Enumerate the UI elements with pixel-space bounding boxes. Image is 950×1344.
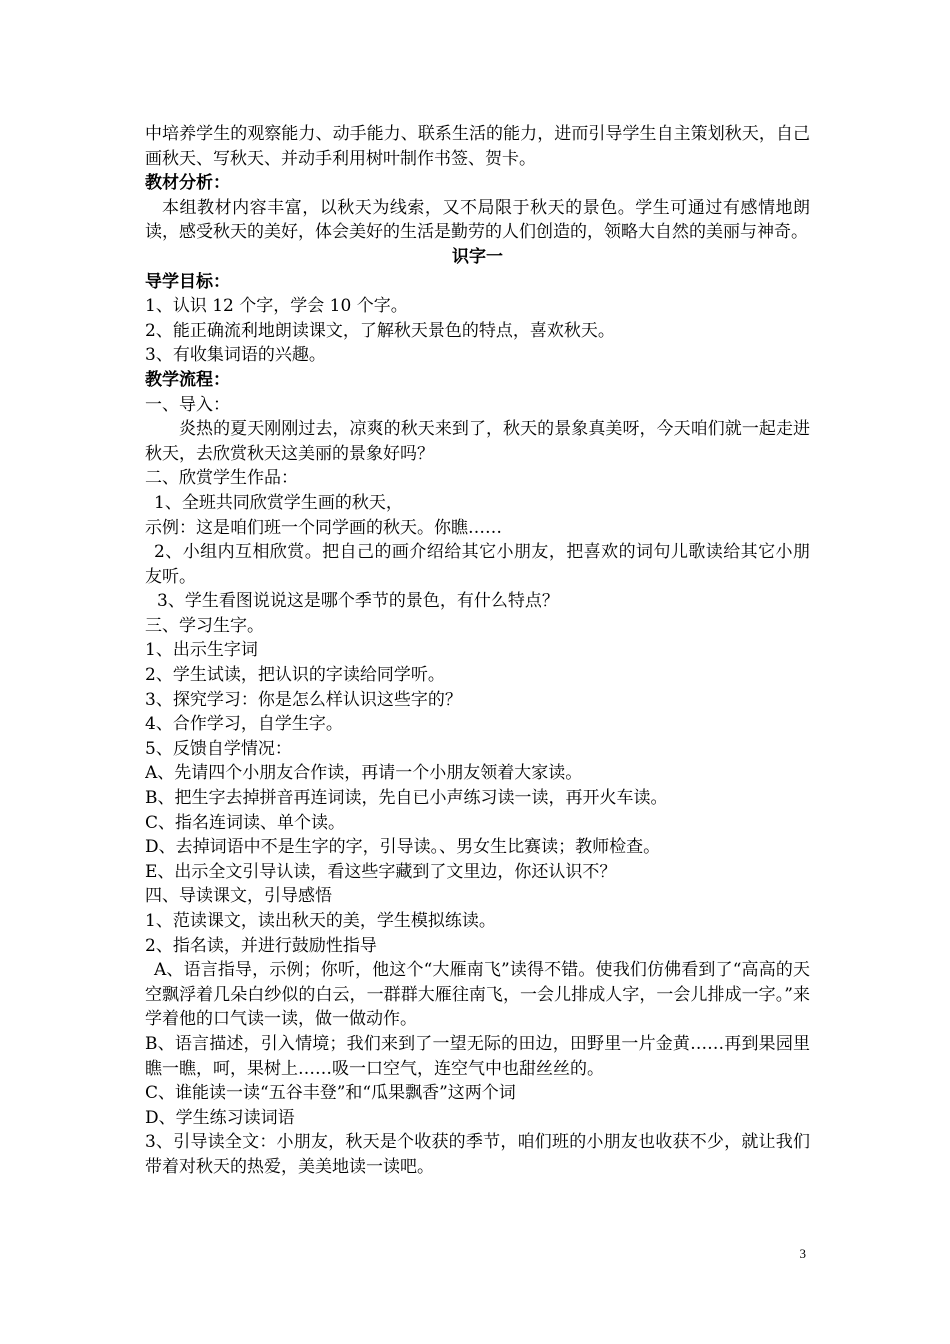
reading-subitem-d: D、学生练习读词语 bbox=[145, 1107, 295, 1128]
analysis-paragraph: 本组教材内容丰富，以秋天为线索，又不局限于秋天的景色。学生可通过有感情地朗读，感受秋天的美好，体会美好的生活是勤劳的人们创造的，领略大自然的美丽与神奇。 bbox=[145, 197, 810, 243]
reading-item: 1、范读课文，读出秋天的美，学生模拟练读。 bbox=[145, 911, 496, 931]
characters-item: D、去掉词语中不是生字的字，引导读。、男女生比赛读；教师检查。 bbox=[145, 837, 661, 858]
characters-item: 3、探究学习：你是怎么样认识这些字的？ bbox=[145, 689, 462, 710]
characters-item: 2、学生试读，把认识的字读给同学听。 bbox=[145, 665, 445, 686]
process-heading: 教学流程： bbox=[145, 369, 230, 390]
characters-item: 4、合作学习，自学生字。 bbox=[145, 714, 343, 735]
characters-item: B、把生字去掉拼音再连词读，先自已小声练习读一读，再开火车读。 bbox=[145, 788, 668, 809]
section-appreciate-title: 二、欣赏学生作品： bbox=[145, 468, 298, 489]
characters-item: 1、出示生字词 bbox=[145, 640, 258, 661]
document-body bbox=[145, 122, 810, 1180]
reading-subitem-c: C、谁能读一读“五谷丰登”和“瓜果飘香”这两个词 bbox=[145, 1083, 516, 1104]
section-reading-title: 四、导读课文，引导感悟 bbox=[145, 886, 332, 907]
page-number: 3 bbox=[799, 1246, 806, 1261]
goals-heading: 导学目标： bbox=[145, 271, 230, 292]
appreciate-example: 示例：这是咱们班一个同学画的秋天。你瞧…… bbox=[145, 517, 502, 538]
intro-paragraph: 中培养学生的观察能力、动手能力、联系生活的能力，进而引导学生自主策划秋天，自己画秋天、写秋天、并动手利用树叶制作书签、贺卡。 bbox=[145, 124, 810, 169]
appreciate-item: 1、全班共同欣赏学生画的秋天， bbox=[154, 492, 403, 513]
characters-item: A、先请四个小朋友合作读，再请一个小朋友领着大家读。 bbox=[145, 763, 583, 784]
reading-item: 2、指名读，并进行鼓励性指导 bbox=[145, 935, 377, 956]
goal-item: 3、有收集词语的兴趣。 bbox=[145, 345, 326, 366]
goal-item: 1、认识 12 个字，学会 10 个字。 bbox=[145, 296, 408, 317]
section-intro-text: 炎热的夏天刚刚过去，凉爽的秋天来到了，秋天的景象真美呀，今天咱们就一起走进秋天，去欣赏秋天这美丽的景象好吗？ bbox=[145, 419, 810, 464]
section-intro-title: 一、导入： bbox=[145, 394, 230, 415]
characters-item: E、出示全文引导认读，看这些字藏到了文里边，你还认识不？ bbox=[145, 861, 617, 882]
appreciate-item: 2、小组内互相欣赏。把自己的画介绍给其它小朋友，把喜欢的词句儿歌读给其它小朋友听。 bbox=[145, 542, 810, 587]
lesson-title: 识字一 bbox=[452, 246, 503, 267]
characters-item: 5、反馈自学情况： bbox=[145, 738, 292, 759]
appreciate-item: 3、学生看图说说这是哪个季节的景色，有什么特点？ bbox=[157, 591, 559, 612]
reading-subitem-a: A、语言指导，示例；你听，他这个“大雁南飞”读得不错。使我们仿佛看到了“高高的天空飘浮着几朵白纱似的白云，一群群大雁往南飞，一会儿排成人字，一会儿排成一字。”来学着他的口气读一读，做一做动作。 bbox=[145, 960, 810, 1030]
reading-item: 3、引导读全文：小朋友，秋天是个收获的季节，咱们班的小朋友也收获不少，就让我们带着对秋天的热爱，美美地读一读吧。 bbox=[145, 1132, 810, 1177]
characters-item: C、指名连词读、单个读。 bbox=[145, 812, 346, 833]
analysis-heading: 教材分析： bbox=[145, 173, 230, 194]
goal-item: 2、能正确流利地朗读课文，了解秋天景色的特点，喜欢秋天。 bbox=[145, 320, 615, 341]
reading-subitem-b: B、语言描述，引入情境；我们来到了一望无际的田边，田野里一片金黄……再到果园里瞧一瞧，呵，果树上……吸一口空气，连空气中也甜丝丝的。 bbox=[145, 1033, 810, 1079]
section-characters-title: 三、学习生字。 bbox=[145, 615, 264, 636]
